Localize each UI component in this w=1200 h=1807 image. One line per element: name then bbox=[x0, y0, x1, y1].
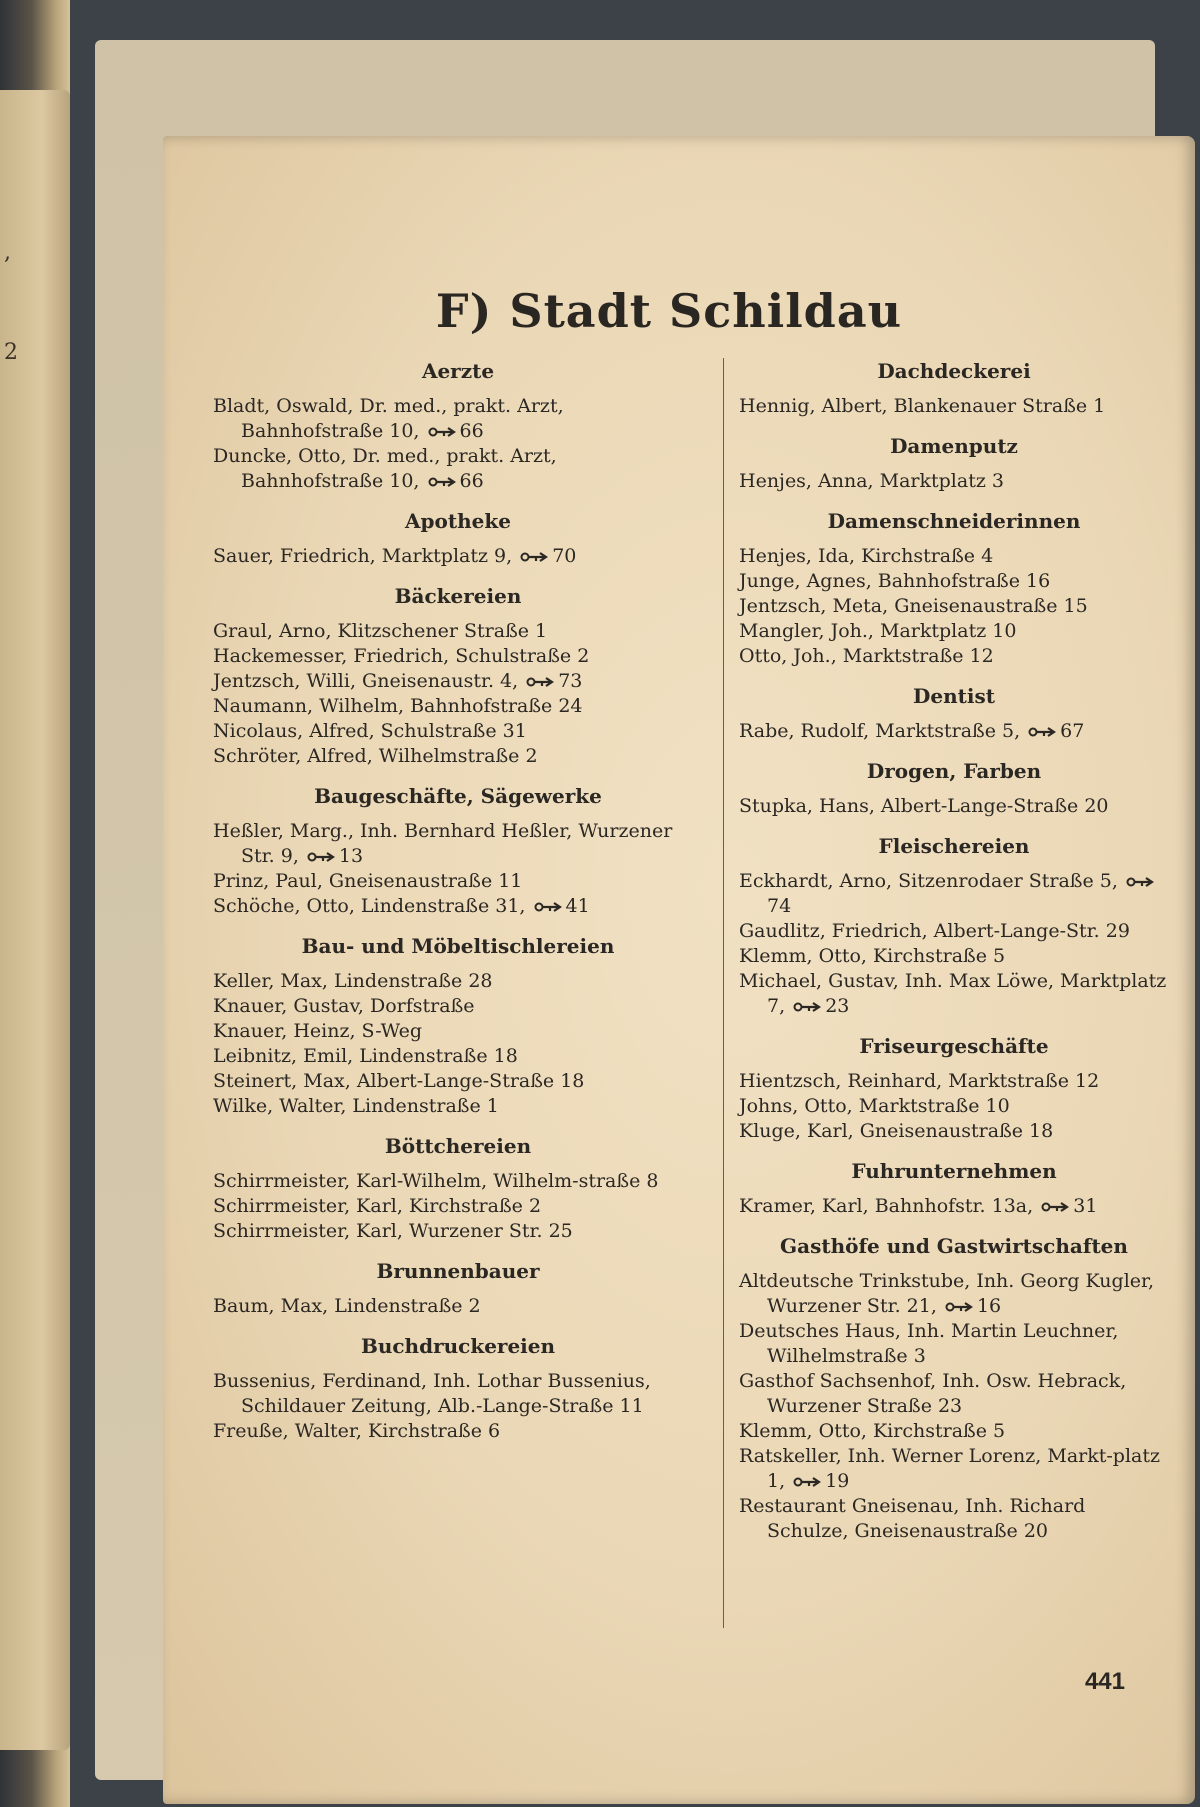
section-heading: Apotheke bbox=[405, 509, 511, 533]
directory-entry bbox=[213, 969, 703, 994]
directory-entry bbox=[739, 944, 1169, 969]
directory-entry bbox=[739, 1069, 1169, 1094]
directory-entry bbox=[213, 444, 703, 494]
entry-text: Klemm, Otto, Kirchstraße 5 bbox=[739, 1420, 1006, 1442]
directory-entry bbox=[213, 1294, 703, 1319]
directory-entry bbox=[213, 694, 703, 719]
directory-entry bbox=[739, 869, 1169, 919]
directory-section bbox=[739, 508, 1169, 669]
directory-section bbox=[213, 783, 703, 919]
directory-entry bbox=[739, 1119, 1169, 1144]
directory-entry bbox=[739, 1319, 1169, 1369]
phone-number: 23 bbox=[825, 995, 850, 1017]
entry-text: Sauer, Friedrich, Marktplatz 9, bbox=[213, 545, 513, 567]
directory-section bbox=[213, 1333, 703, 1444]
entry-text: Henjes, Anna, Marktplatz 3 bbox=[739, 470, 1004, 492]
left-page-mark: 2 bbox=[4, 340, 18, 365]
entry-text: Bladt, Oswald, Dr. med., prakt. Arzt, Bahnhofstraße 10, bbox=[213, 395, 564, 442]
directory-entry bbox=[739, 1269, 1169, 1319]
telephone-icon bbox=[945, 1301, 975, 1313]
directory-entry bbox=[213, 744, 703, 769]
directory-entry bbox=[213, 819, 703, 869]
entry-text: Eckhardt, Arno, Sitzenrodaer Straße 5, bbox=[739, 870, 1118, 892]
section-heading: Dachdeckerei bbox=[877, 359, 1031, 383]
phone-number: 19 bbox=[825, 1470, 850, 1492]
directory-section bbox=[213, 358, 703, 494]
entry-text: Junge, Agnes, Bahnhofstraße 16 bbox=[739, 570, 1051, 592]
left-column bbox=[213, 358, 703, 1458]
entry-text: Leibnitz, Emil, Lindenstraße 18 bbox=[213, 1045, 518, 1067]
directory-entry bbox=[213, 669, 703, 694]
telephone-icon bbox=[793, 1001, 823, 1013]
section-heading: Baugeschäfte, Sägewerke bbox=[314, 784, 602, 808]
directory-section bbox=[739, 833, 1169, 1019]
directory-entry bbox=[739, 1444, 1169, 1494]
entry-text: Naumann, Wilhelm, Bahnhofstraße 24 bbox=[213, 695, 583, 717]
entry-text: Steinert, Max, Albert-Lange-Straße 18 bbox=[213, 1070, 585, 1092]
directory-entry bbox=[739, 1494, 1169, 1544]
section-heading: Buchdruckereien bbox=[360, 1334, 556, 1358]
directory-section bbox=[213, 933, 703, 1119]
directory-entry bbox=[213, 1019, 703, 1044]
entry-text: Jentzsch, Willi, Gneisenaustr. 4, bbox=[213, 670, 519, 692]
entry-text: Kramer, Karl, Bahnhofstr. 13a, bbox=[739, 1195, 1034, 1217]
directory-section bbox=[213, 508, 703, 569]
directory-section bbox=[213, 583, 703, 769]
telephone-icon bbox=[428, 476, 458, 488]
entry-text: Duncke, Otto, Dr. med., prakt. Arzt, Bahnhofstraße 10, bbox=[213, 445, 557, 492]
directory-entry bbox=[213, 1044, 703, 1069]
telephone-icon bbox=[534, 901, 564, 913]
phone-number: 13 bbox=[338, 845, 364, 867]
directory-entry bbox=[213, 1069, 703, 1094]
directory-entry bbox=[213, 1419, 703, 1444]
directory-entry bbox=[213, 1194, 703, 1219]
directory-entry bbox=[213, 1369, 703, 1419]
directory-section bbox=[213, 1258, 703, 1319]
directory-entry bbox=[739, 544, 1169, 569]
entry-text: Jentzsch, Meta, Gneisenaustraße 15 bbox=[739, 595, 1088, 617]
section-heading: Damenschneiderinnen bbox=[827, 509, 1081, 533]
entry-text: Bussenius, Ferdinand, Inh. Lothar Bussenius, Schildauer Zeitung, Alb.-Lange-Straße 11 bbox=[213, 1370, 651, 1417]
directory-section bbox=[213, 1133, 703, 1244]
directory-section bbox=[739, 1233, 1169, 1544]
directory-entry bbox=[213, 719, 703, 744]
section-heading: Fuhrunternehmen bbox=[851, 1159, 1057, 1183]
section-heading: Brunnenbauer bbox=[376, 1259, 540, 1283]
entry-text: Rabe, Rudolf, Marktstraße 5, bbox=[739, 720, 1021, 742]
directory-entry bbox=[213, 544, 703, 569]
section-heading: Dentist bbox=[913, 684, 995, 708]
entry-text: Freuße, Walter, Kirchstraße 6 bbox=[213, 1420, 501, 1442]
entry-text: Gasthof Sachsenhof, Inh. Osw. Hebrack, Wurzener Straße 23 bbox=[739, 1370, 1127, 1417]
directory-section bbox=[739, 358, 1169, 419]
phone-number: 74 bbox=[767, 895, 792, 917]
directory-page bbox=[163, 136, 1195, 1804]
left-page-edge bbox=[0, 90, 70, 1750]
directory-entry bbox=[739, 969, 1169, 1019]
telephone-icon bbox=[428, 426, 458, 438]
entry-text: Kluge, Karl, Gneisenaustraße 18 bbox=[739, 1120, 1054, 1142]
directory-entry bbox=[213, 1094, 703, 1119]
section-heading: Bau- und Möbeltischlereien bbox=[301, 934, 615, 958]
entry-text: Schirrmeister, Karl-Wilhelm, Wilhelm-straße 8 bbox=[213, 1170, 659, 1192]
entry-text: Hennig, Albert, Blankenauer Straße 1 bbox=[739, 395, 1106, 417]
entry-text: Otto, Joh., Marktstraße 12 bbox=[739, 645, 994, 667]
directory-entry bbox=[739, 794, 1169, 819]
directory-entry bbox=[739, 594, 1169, 619]
entry-text: Schröter, Alfred, Wilhelmstraße 2 bbox=[213, 745, 538, 767]
entry-text: Keller, Max, Lindenstraße 28 bbox=[213, 970, 493, 992]
entry-text: Altdeutsche Trinkstube, Inh. Georg Kugler, Wurzener Str. 21, bbox=[739, 1270, 1155, 1317]
directory-entry bbox=[213, 1219, 703, 1244]
entry-text: Michael, Gustav, Inh. Max Löwe, Marktplatz 7, bbox=[739, 970, 1167, 1017]
entry-text: Baum, Max, Lindenstraße 2 bbox=[213, 1295, 481, 1317]
telephone-icon bbox=[1126, 876, 1156, 888]
left-page-mark: , bbox=[4, 240, 11, 265]
page-stack bbox=[95, 40, 1167, 1780]
section-heading: Böttchereien bbox=[384, 1134, 532, 1158]
page-title: F) Stadt Schildau bbox=[435, 284, 903, 338]
phone-number: 66 bbox=[459, 470, 484, 492]
section-heading: Friseurgeschäfte bbox=[859, 1034, 1049, 1058]
phone-number: 41 bbox=[565, 895, 590, 917]
directory-entry bbox=[739, 919, 1169, 944]
entry-text: Prinz, Paul, Gneisenaustraße 11 bbox=[213, 870, 523, 892]
directory-entry bbox=[213, 619, 703, 644]
phone-number: 31 bbox=[1073, 1195, 1098, 1217]
directory-entry bbox=[739, 1419, 1169, 1444]
telephone-icon bbox=[793, 1476, 823, 1488]
entry-text: Hackemesser, Friedrich, Schulstraße 2 bbox=[213, 645, 590, 667]
entry-text: Knauer, Heinz, S-Weg bbox=[213, 1020, 423, 1042]
directory-entry bbox=[213, 644, 703, 669]
entry-text: Schirrmeister, Karl, Kirchstraße 2 bbox=[213, 1195, 542, 1217]
entry-text: Schirrmeister, Karl, Wurzener Str. 25 bbox=[213, 1220, 573, 1242]
directory-section bbox=[739, 1033, 1169, 1144]
telephone-icon bbox=[307, 851, 337, 863]
section-heading: Gasthöfe und Gastwirtschaften bbox=[780, 1234, 1128, 1258]
telephone-icon bbox=[520, 551, 550, 563]
directory-entry bbox=[739, 619, 1169, 644]
directory-entry bbox=[213, 894, 703, 919]
directory-entry bbox=[739, 469, 1169, 494]
section-heading: Drogen, Farben bbox=[866, 759, 1042, 783]
entry-text: Stupka, Hans, Albert-Lange-Straße 20 bbox=[739, 795, 1109, 817]
directory-entry bbox=[739, 1369, 1169, 1419]
phone-number: 67 bbox=[1060, 720, 1085, 742]
entry-text: Wilke, Walter, Lindenstraße 1 bbox=[213, 1095, 499, 1117]
directory-entry bbox=[739, 644, 1169, 669]
entry-text: Ratskeller, Inh. Werner Lorenz, Markt-platz 1, bbox=[739, 1445, 1161, 1492]
phone-number: 16 bbox=[976, 1295, 1002, 1317]
entry-text: Graul, Arno, Klitzschener Straße 1 bbox=[213, 620, 548, 642]
page-number: 441 bbox=[1084, 1668, 1125, 1695]
directory-entry bbox=[739, 1194, 1169, 1219]
section-heading: Damenputz bbox=[890, 434, 1018, 458]
directory-entry bbox=[739, 569, 1169, 594]
entry-text: Restaurant Gneisenau, Inh. Richard Schulze, Gneisenaustraße 20 bbox=[739, 1495, 1086, 1542]
entry-text: Schöche, Otto, Lindenstraße 31, bbox=[213, 895, 526, 917]
directory-section bbox=[739, 758, 1169, 819]
telephone-icon bbox=[1028, 726, 1058, 738]
entry-text: Johns, Otto, Marktstraße 10 bbox=[739, 1095, 1010, 1117]
directory-entry bbox=[213, 394, 703, 444]
directory-entry bbox=[213, 994, 703, 1019]
telephone-icon bbox=[526, 676, 556, 688]
phone-number: 66 bbox=[459, 420, 484, 442]
directory-entry bbox=[213, 869, 703, 894]
entry-text: Klemm, Otto, Kirchstraße 5 bbox=[739, 945, 1006, 967]
section-heading: Fleischereien bbox=[878, 834, 1030, 858]
entry-text: Hientzsch, Reinhard, Marktstraße 12 bbox=[739, 1070, 1100, 1092]
section-heading: Aerzte bbox=[421, 359, 495, 383]
telephone-icon bbox=[1041, 1201, 1071, 1213]
entry-text: Deutsches Haus, Inh. Martin Leuchner, Wilhelmstraße 3 bbox=[739, 1320, 1119, 1367]
directory-section bbox=[739, 683, 1169, 744]
directory-entry bbox=[739, 1094, 1169, 1119]
entry-text: Mangler, Joh., Marktplatz 10 bbox=[739, 620, 1017, 642]
entry-text: Henjes, Ida, Kirchstraße 4 bbox=[739, 545, 994, 567]
entry-text: Knauer, Gustav, Dorfstraße bbox=[213, 995, 475, 1017]
entry-text: Gaudlitz, Friedrich, Albert-Lange-Str. 29 bbox=[739, 920, 1130, 942]
column-divider bbox=[723, 358, 724, 1628]
directory-entry bbox=[739, 394, 1169, 419]
directory-section bbox=[739, 1158, 1169, 1219]
phone-number: 70 bbox=[552, 545, 577, 567]
directory-entry bbox=[739, 719, 1169, 744]
entry-text: Nicolaus, Alfred, Schulstraße 31 bbox=[213, 720, 527, 742]
phone-number: 73 bbox=[558, 670, 583, 692]
right-column bbox=[739, 358, 1169, 1558]
section-heading: Bäckereien bbox=[394, 584, 522, 608]
directory-section bbox=[739, 433, 1169, 494]
entry-text: Heßler, Marg., Inh. Bernhard Heßler, Wurzener Str. 9, bbox=[213, 820, 673, 867]
directory-entry bbox=[213, 1169, 703, 1194]
